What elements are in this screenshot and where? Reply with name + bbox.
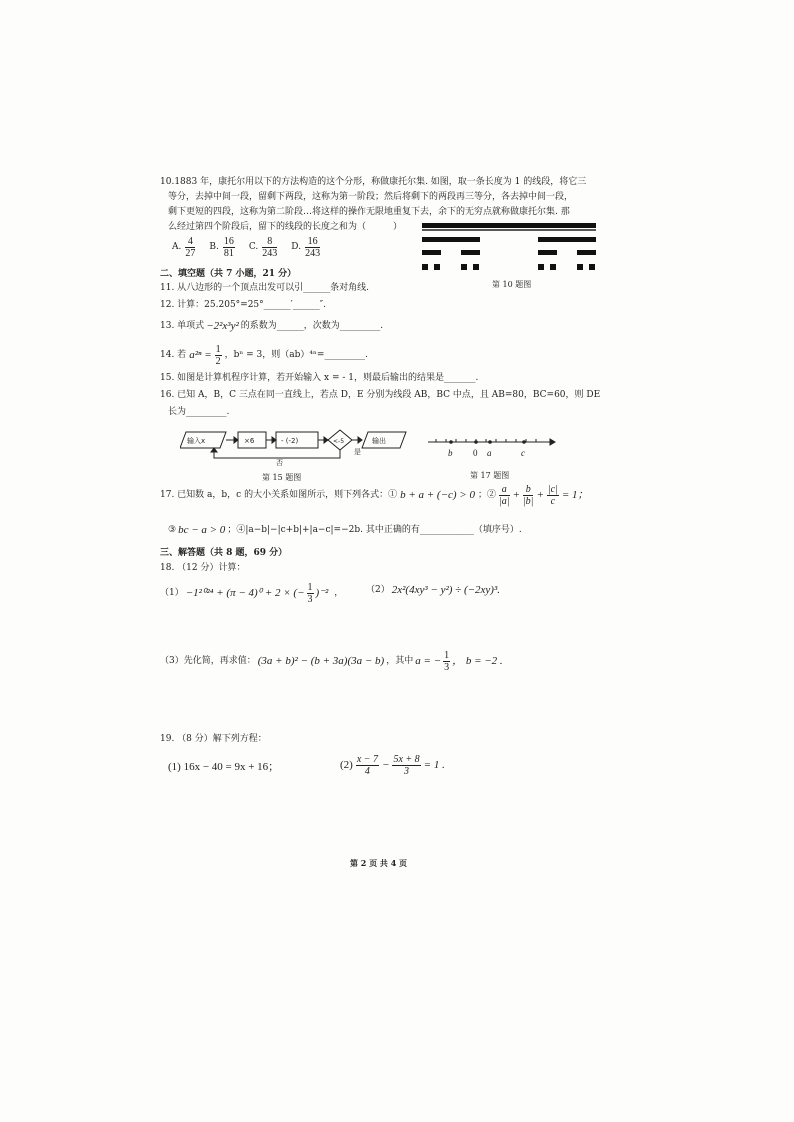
cantor-stage-2	[422, 250, 441, 255]
flow-input-label: 输入x	[187, 437, 206, 445]
cantor-stage-1-right	[538, 237, 596, 242]
flow-yes-label: 是	[354, 448, 361, 456]
q18-part-2: （2） 2x²(4xy³ − y²) ÷ (−2xy)³.	[366, 584, 501, 596]
section-3-heading: 三、解答题（共 8 题，69 分）	[160, 548, 288, 558]
q17-figure-caption: 第 17 题图	[470, 471, 510, 480]
q18-heading: 18. （12 分）计算：	[160, 563, 246, 573]
number-line-figure	[426, 430, 556, 464]
number-line-label-a: a	[487, 448, 492, 458]
cantor-stage-3	[461, 264, 467, 270]
number-line-label-0: 0	[473, 448, 478, 458]
cantor-stage-3	[538, 264, 544, 270]
cantor-set-figure	[420, 220, 600, 278]
option-a: A. $\frac{4}{27}$	[172, 236, 196, 259]
q14: 14. 若 a²ⁿ = $\frac{1}{2}$ ，bⁿ = 3，则（ab）⁴ⁿ=_________.	[160, 344, 368, 367]
q16-line-2: 长为_________.	[168, 407, 230, 417]
flowchart	[180, 428, 420, 466]
flow-step-1-label: ×6	[244, 437, 255, 445]
q12: 12. 计算：25.205°=25°______′______″.	[160, 300, 326, 310]
option-d: D. $\frac{16}{243}$	[291, 236, 321, 259]
number-line-label-c: c	[521, 448, 525, 458]
cantor-stage-0b	[422, 229, 596, 231]
option-c: C. $\frac{8}{243}$	[248, 236, 278, 259]
page-footer: 第 2 页 共 4 页	[350, 858, 408, 868]
flow-condition-label: <-5	[333, 438, 345, 445]
cantor-stage-2	[538, 250, 557, 255]
option-b: B. $\frac{16}{81}$	[209, 236, 234, 259]
cantor-stage-2	[461, 250, 480, 255]
flow-step-2-label: - (-2)	[281, 437, 299, 445]
q15-figure-caption: 第 15 题图	[262, 473, 302, 482]
cantor-stage-3	[422, 264, 428, 270]
q15: 15. 如图是计算机程序计算，若开始输入 x = - 1，则最后输出的结果是_______.	[160, 373, 479, 383]
q16-line-1: 16. 已知 A，B，C 三点在同一直线上，若点 D，E 分别为线段 AB，BC 中点，且 AB=80，BC=60，则 DE	[160, 390, 601, 400]
cantor-stage-0	[422, 223, 596, 228]
q10-figure-caption: 第 10 题图	[492, 280, 532, 289]
q10-line-2: 等分，去掉中间一段，留剩下两段，这称为第一阶段；然后将剩下的两段再三等分，各去掉中间一段，	[168, 192, 574, 202]
q10-line-1: 10.1883 年，康托尔用以下的方法构造的这个分形，称做康托尔集. 如图，取一条长度为 1 的线段，将它三	[160, 177, 587, 187]
q11: 11. 从八边形的一个顶点出发可以引______条对角线.	[160, 283, 370, 293]
cantor-stage-1-left	[422, 237, 480, 242]
q18-part-3: （3）先化简，再求值： (3a + b)² − (b + 3a)(3a − b) ，其中 a = − $\frac{1}{3}$ ， b = −2 .	[160, 650, 503, 673]
q19-part-1: (1) 16x − 40 = 9x + 16；	[168, 761, 280, 773]
q10-line-4: 么经过第四个阶段后，留下的线段的长度之和为（ ）	[168, 222, 403, 232]
q17-line-1: 17. 已知数 a，b，c 的大小关系如图所示，则下列各式：① b + a + (−c) > 0 ；② $\frac{a}{|a|}$ + $\frac{b}{|b|}$ + $\frac{|c|}{c}$ = 1；	[160, 484, 589, 507]
cantor-stage-2	[577, 250, 596, 255]
q17-line-2: ③ bc − a > 0 ；④|a−b|−|c+b|+|a−c|=−2b. 其中正确的有____________（填序号）.	[168, 524, 522, 536]
q19-part-2: (2) $\frac{x - 7}{4}$ − $\frac{5x + 8}{3}$ = 1 .	[340, 754, 445, 777]
flow-output-label: 输出	[372, 437, 386, 445]
q10-line-3: 剩下更短的四段，这称为第二阶段…将这样的操作无限地重复下去，余下的无穷点就称做康托尔集. 那	[168, 207, 570, 217]
q18-part-1: （1） −1²⁰²⁴ + (π − 4)⁰ + 2 × (− $\frac{1}{3}$ )⁻² ，	[160, 582, 344, 605]
cantor-stage-3	[577, 264, 583, 270]
q19-heading: 19. （8 分）解下列方程：	[160, 734, 267, 744]
number-line-label-b: b	[448, 448, 453, 458]
q13: 13. 单项式 −2²x³y² 的系数为______，次数为_________.	[160, 320, 384, 332]
q10-options	[172, 236, 320, 259]
flow-no-label: 否	[276, 459, 283, 466]
section-2-heading: 二、填空题（共 7 小题，21 分）	[160, 269, 297, 279]
